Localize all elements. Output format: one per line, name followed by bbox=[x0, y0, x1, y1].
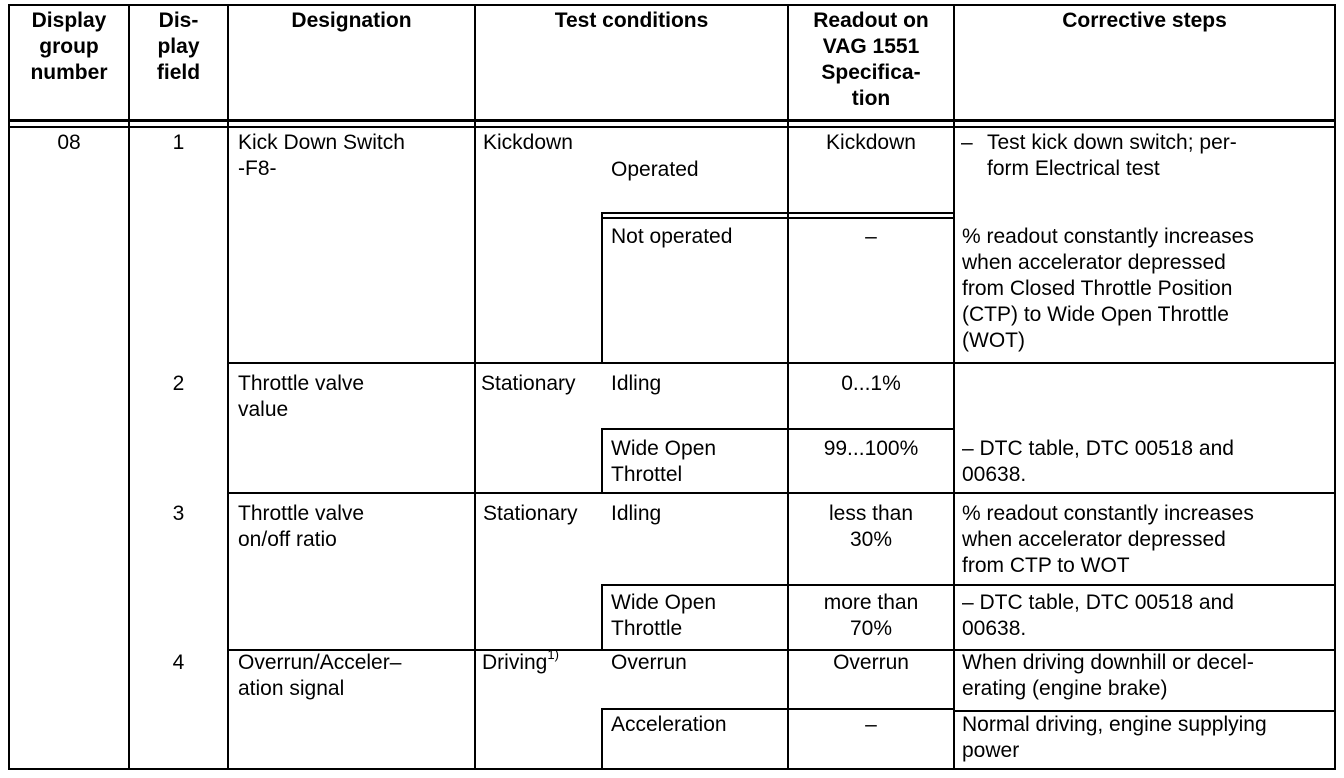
readout-3b-cell: more than 70% bbox=[823, 591, 919, 640]
header-readout-specification: Readout on VAG 1551 Specifica- tion bbox=[813, 9, 929, 110]
state-2a-cell: Idling bbox=[611, 372, 662, 395]
designation-2-cell: Throttle valve value bbox=[238, 372, 365, 421]
table-border-bottom bbox=[8, 768, 1336, 770]
header-display-group-number: Display group number bbox=[30, 9, 108, 84]
field-1-cell: 1 bbox=[172, 131, 185, 154]
corrective-3b-cell: – DTC table, DTC 00518 and 00638. bbox=[962, 591, 1234, 640]
corrective-1a-dash: – bbox=[961, 131, 973, 154]
state-2b-cell: Wide Open Throttel bbox=[611, 437, 717, 486]
corrective-1a-cell: Test kick down switch; per- form Electrical test bbox=[987, 131, 1237, 180]
header-designation: Designation bbox=[291, 9, 412, 32]
subrow-separator-1a bbox=[601, 212, 955, 214]
subrow-separator-1b bbox=[601, 217, 955, 219]
condition-4-cell bbox=[482, 647, 599, 676]
readout-2a-cell: 0...1% bbox=[841, 372, 901, 395]
condition-2-cell: Stationary bbox=[481, 372, 576, 395]
state-col-separator-2 bbox=[601, 428, 603, 494]
row-separator-1 bbox=[227, 362, 1336, 364]
state-col-separator-3 bbox=[601, 584, 603, 651]
header-corrective-steps: Corrective steps bbox=[1062, 9, 1227, 32]
state-3b-cell: Wide Open Throttle bbox=[611, 591, 717, 640]
readout-4a-cell: Overrun bbox=[833, 651, 909, 674]
corrective-1b-cell: % readout constantly increases when accelerator depressed from Closed Throttle Position (CTP) to Wide Open Throttle (WOT) bbox=[962, 225, 1254, 352]
state-1a-cell: Operated bbox=[611, 158, 699, 181]
corrective-4a-cell: When driving downhill or decel- erating (engine brake) bbox=[962, 651, 1254, 700]
subrow-separator-3 bbox=[601, 584, 1336, 586]
condition-1-cell: Kickdown bbox=[483, 131, 573, 154]
row-separator-2 bbox=[227, 492, 1336, 494]
designation-3-cell: Throttle valve on/off ratio bbox=[238, 502, 365, 551]
state-col-separator-4 bbox=[601, 708, 603, 770]
header-test-conditions: Test conditions bbox=[554, 9, 709, 32]
condition-3-cell: Stationary bbox=[483, 502, 578, 525]
field-2-cell: 2 bbox=[172, 372, 185, 395]
header-rule-inner bbox=[8, 126, 1336, 128]
footnote-marker: 1) bbox=[547, 647, 559, 662]
corrective-2b-cell: – DTC table, DTC 00518 and 00638. bbox=[962, 437, 1234, 486]
readout-4b-cell: – bbox=[865, 713, 877, 736]
state-1b-cell: Not operated bbox=[611, 225, 733, 248]
state-4a-cell: Overrun bbox=[611, 651, 687, 674]
designation-1-cell: Kick Down Switch -F8- bbox=[238, 131, 405, 180]
designation-4-cell: Overrun/Acceler– ation signal bbox=[238, 651, 402, 700]
readout-3a-cell: less than 30% bbox=[828, 502, 914, 551]
readout-1a-cell: Kickdown bbox=[826, 131, 916, 154]
state-3a-cell: Idling bbox=[611, 502, 662, 525]
col-separator-readout-right bbox=[953, 4, 955, 770]
state-4b-cell: Acceleration bbox=[611, 713, 727, 736]
col-separator-designation bbox=[474, 4, 476, 770]
condition-4-text: Driving bbox=[482, 651, 548, 674]
header-display-field: Dis- play field bbox=[156, 9, 201, 84]
subrow-separator-2 bbox=[601, 428, 955, 430]
state-col-separator-1 bbox=[601, 212, 603, 364]
readout-1b-cell: – bbox=[865, 225, 877, 248]
corrective-3a-cell: % readout constantly increases when accelerator depressed from CTP to WOT bbox=[962, 502, 1254, 577]
field-3-cell: 3 bbox=[172, 502, 185, 525]
readout-2b-cell: 99...100% bbox=[823, 437, 919, 460]
group-number-cell: 08 bbox=[57, 131, 81, 154]
field-4-cell: 4 bbox=[172, 651, 185, 674]
corrective-4b-cell: Normal driving, engine supplying power bbox=[962, 713, 1267, 762]
header-rule bbox=[8, 119, 1336, 122]
table-border-top bbox=[8, 4, 1336, 6]
subrow-separator-4 bbox=[601, 708, 955, 710]
col-separator-field bbox=[227, 4, 229, 770]
